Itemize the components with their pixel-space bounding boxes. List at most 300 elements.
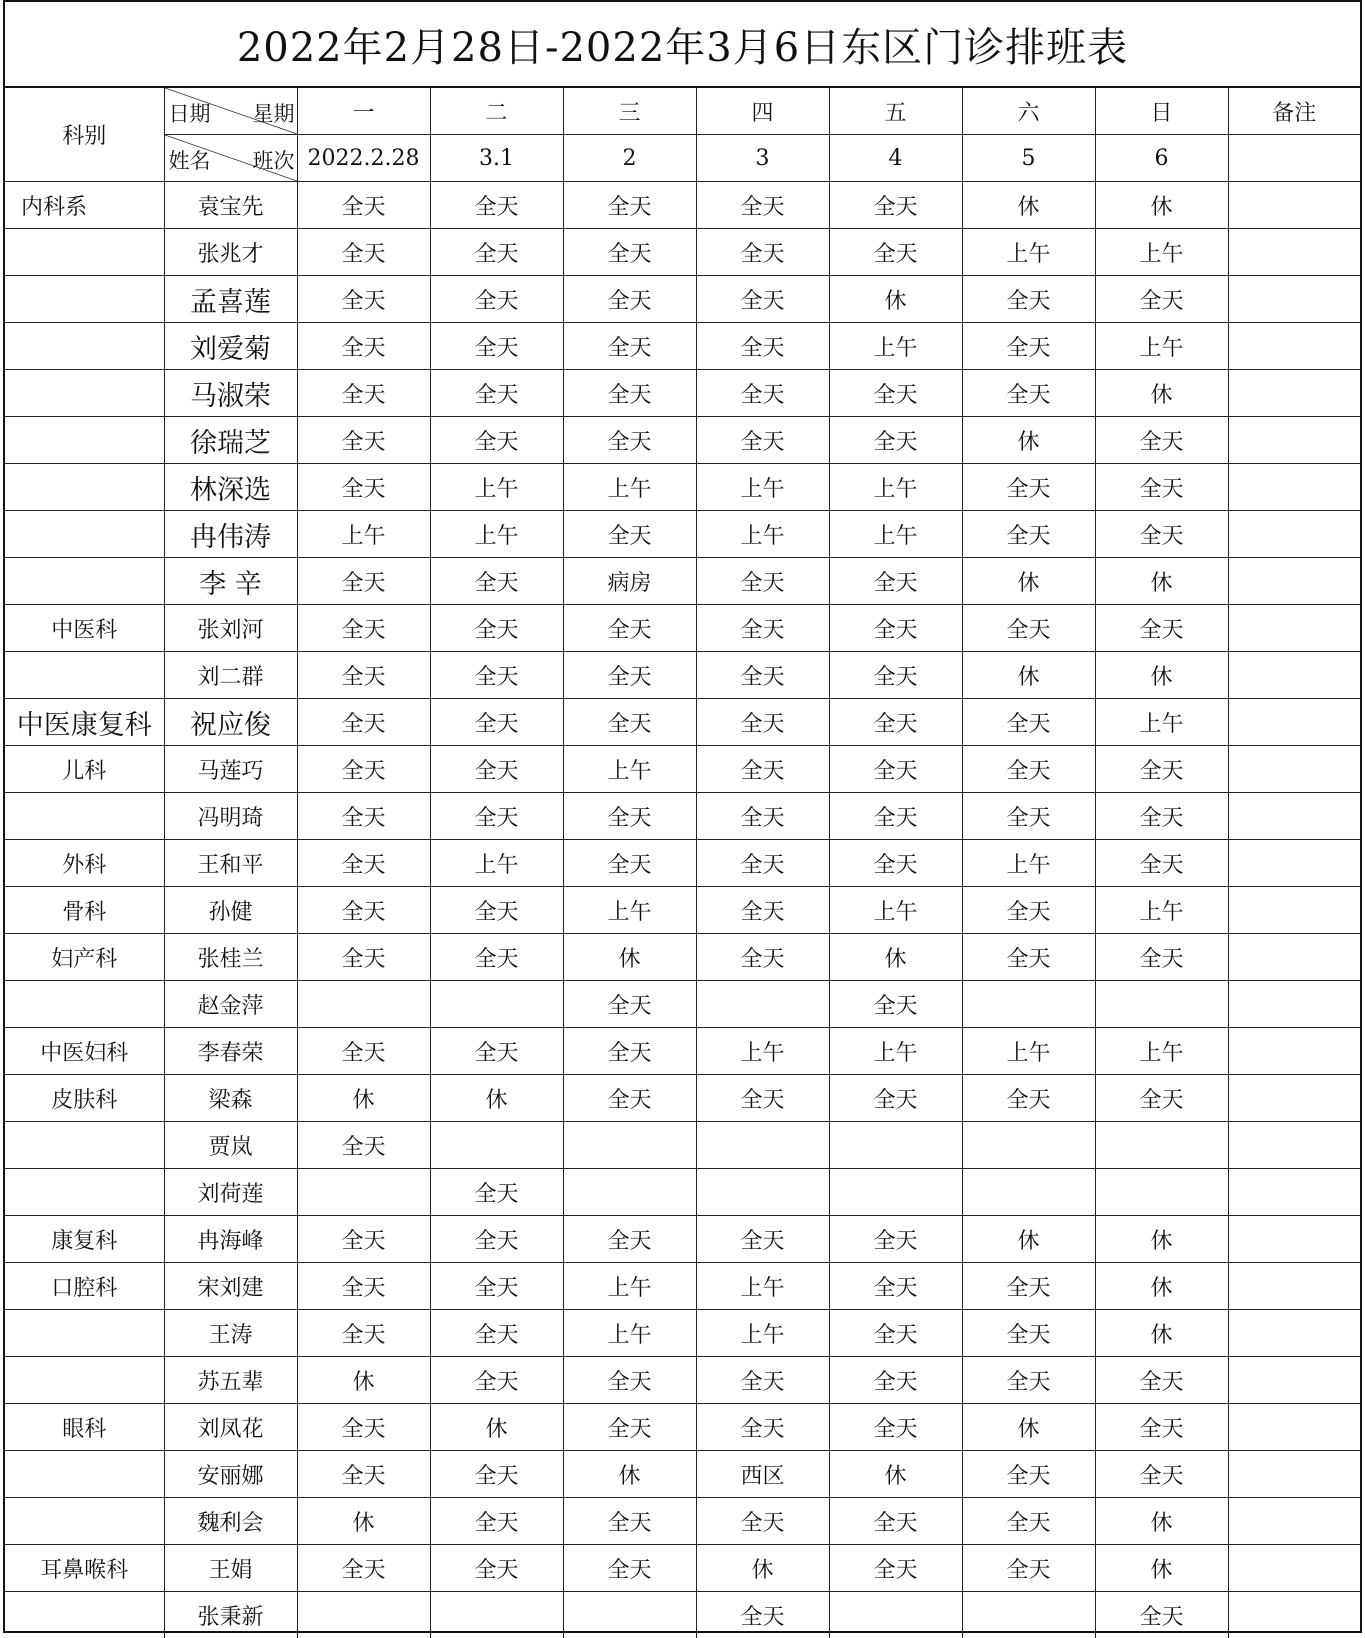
date-header: 6 [1095, 135, 1228, 182]
shift-cell: 全天 [829, 417, 962, 464]
shift-cell: 上午 [696, 1310, 829, 1357]
shift-cell: 上午 [430, 511, 563, 558]
shift-cell: 全天 [829, 840, 962, 887]
shift-cell: 上午 [563, 1310, 696, 1357]
shift-cell [430, 1122, 563, 1169]
date-header: 3 [696, 135, 829, 182]
remarks-cell [1228, 1545, 1360, 1592]
shift-cell: 全天 [430, 793, 563, 840]
shift-cell: 休 [1095, 1545, 1228, 1592]
weekday-header: 二 [430, 88, 563, 135]
remarks-cell [1228, 793, 1360, 840]
doctor-name-cell: 王娟 [164, 1545, 297, 1592]
shift-cell: 全天 [563, 1216, 696, 1263]
remarks-cell [1228, 276, 1360, 323]
dept-cell [5, 1498, 164, 1545]
shift-cell: 休 [962, 182, 1095, 229]
shift-cell: 上午 [297, 511, 430, 558]
table-row [5, 1122, 1360, 1169]
shift-cell: 全天 [430, 1498, 563, 1545]
shift-cell: 休 [1095, 1216, 1228, 1263]
shift-cell: 全天 [1095, 840, 1228, 887]
doctor-name-cell: 袁宝先 [164, 182, 297, 229]
shift-cell: 全天 [829, 229, 962, 276]
shift-cell: 休 [1095, 182, 1228, 229]
remarks-cell [1228, 511, 1360, 558]
table-row [5, 182, 1360, 229]
shift-cell: 全天 [563, 1075, 696, 1122]
shift-cell: 全天 [829, 652, 962, 699]
table-row [5, 887, 1360, 934]
table-row [5, 746, 1360, 793]
dept-cell [5, 1592, 164, 1638]
shift-cell: 全天 [962, 605, 1095, 652]
dept-cell [5, 1122, 164, 1169]
remarks-cell [1228, 652, 1360, 699]
shift-cell: 全天 [297, 793, 430, 840]
shift-cell: 全天 [696, 934, 829, 981]
shift-cell: 全天 [829, 1545, 962, 1592]
shift-cell: 上午 [829, 323, 962, 370]
doctor-name-cell: 王涛 [164, 1310, 297, 1357]
shift-cell: 全天 [962, 1451, 1095, 1498]
remarks-cell [1228, 1122, 1360, 1169]
doctor-name-cell: 梁森 [164, 1075, 297, 1122]
dept-cell [5, 981, 164, 1028]
shift-cell: 休 [297, 1357, 430, 1404]
shift-cell: 全天 [1095, 793, 1228, 840]
shift-cell: 上午 [829, 464, 962, 511]
shift-cell: 全天 [297, 323, 430, 370]
shift-cell: 全天 [297, 464, 430, 511]
shift-cell: 全天 [696, 417, 829, 464]
shift-cell: 上午 [563, 464, 696, 511]
shift-cell [829, 1592, 962, 1638]
shift-cell: 全天 [829, 1263, 962, 1310]
remarks-cell [1228, 464, 1360, 511]
shift-cell: 休 [1095, 652, 1228, 699]
shift-cell: 全天 [1095, 276, 1228, 323]
shift-cell: 全天 [1095, 1404, 1228, 1451]
table-row [5, 1216, 1360, 1263]
shift-cell: 全天 [297, 746, 430, 793]
shift-cell: 上午 [1095, 229, 1228, 276]
doctor-name-cell: 魏利会 [164, 1498, 297, 1545]
doctor-name-cell: 刘荷莲 [164, 1169, 297, 1216]
dept-cell: 中医康复科 [5, 699, 164, 746]
doctor-name-cell: 宋刘建 [164, 1263, 297, 1310]
shift-cell [962, 1592, 1095, 1638]
doctor-name-cell: 林深选 [164, 464, 297, 511]
shift-cell: 全天 [696, 1592, 829, 1638]
dept-cell [5, 276, 164, 323]
shift-cell: 上午 [1095, 699, 1228, 746]
table-row [5, 276, 1360, 323]
shift-cell: 全天 [962, 1310, 1095, 1357]
shift-cell: 全天 [563, 1498, 696, 1545]
shift-cell: 全天 [297, 1028, 430, 1075]
remarks-cell [1228, 1169, 1360, 1216]
doctor-name-cell: 李 辛 [164, 558, 297, 605]
shift-cell: 全天 [563, 793, 696, 840]
remarks-cell [1228, 1028, 1360, 1075]
shift-cell: 全天 [563, 323, 696, 370]
table-row [5, 511, 1360, 558]
table-row [5, 934, 1360, 981]
shift-cell [829, 1122, 962, 1169]
date-header: 3.1 [430, 135, 563, 182]
shift-cell: 上午 [829, 1028, 962, 1075]
shift-cell: 全天 [829, 1216, 962, 1263]
dept-cell [5, 511, 164, 558]
remarks-cell [1228, 1075, 1360, 1122]
shift-cell: 全天 [297, 1310, 430, 1357]
doctor-name-cell: 冉海峰 [164, 1216, 297, 1263]
schedule-table [5, 88, 1360, 1638]
remarks-cell [1228, 1404, 1360, 1451]
dept-cell: 皮肤科 [5, 1075, 164, 1122]
shift-cell: 休 [297, 1498, 430, 1545]
table-row [5, 558, 1360, 605]
shift-cell: 全天 [430, 746, 563, 793]
doctor-name-cell: 安丽娜 [164, 1451, 297, 1498]
shift-cell: 全天 [430, 1357, 563, 1404]
shift-cell: 全天 [430, 558, 563, 605]
dept-cell [5, 464, 164, 511]
shift-cell: 全天 [430, 182, 563, 229]
doctor-name-cell: 徐瑞芝 [164, 417, 297, 464]
shift-cell: 全天 [962, 1075, 1095, 1122]
shift-cell: 休 [563, 934, 696, 981]
shift-cell: 全天 [297, 558, 430, 605]
shift-cell: 全天 [563, 511, 696, 558]
doctor-name-cell: 孙健 [164, 887, 297, 934]
shift-cell: 全天 [430, 417, 563, 464]
shift-cell: 全天 [297, 887, 430, 934]
shift-cell: 上午 [563, 887, 696, 934]
doctor-name-cell: 张桂兰 [164, 934, 297, 981]
shift-cell: 上午 [563, 746, 696, 793]
remarks-cell [1228, 746, 1360, 793]
shift-cell: 全天 [297, 1404, 430, 1451]
doctor-name-cell: 马莲巧 [164, 746, 297, 793]
shift-cell: 全天 [696, 1404, 829, 1451]
shift-cell: 全天 [297, 652, 430, 699]
doctor-name-cell: 刘二群 [164, 652, 297, 699]
shift-cell: 全天 [829, 1357, 962, 1404]
shift-cell: 全天 [696, 276, 829, 323]
remarks-cell [1228, 417, 1360, 464]
shift-cell: 全天 [696, 1498, 829, 1545]
shift-cell: 休 [1095, 1310, 1228, 1357]
shift-cell: 全天 [696, 605, 829, 652]
remarks-cell [1228, 1451, 1360, 1498]
dept-cell: 眼科 [5, 1404, 164, 1451]
weekday-header: 四 [696, 88, 829, 135]
weekday-header: 五 [829, 88, 962, 135]
dept-cell: 耳鼻喉科 [5, 1545, 164, 1592]
shift-cell: 休 [962, 558, 1095, 605]
doctor-name-cell: 李春荣 [164, 1028, 297, 1075]
shift-cell: 全天 [1095, 746, 1228, 793]
shift-cell: 上午 [1095, 887, 1228, 934]
weekday-header: 日 [1095, 88, 1228, 135]
shift-cell [1095, 1122, 1228, 1169]
doctor-name-cell: 王和平 [164, 840, 297, 887]
shift-cell: 全天 [297, 417, 430, 464]
shift-cell: 上午 [696, 1263, 829, 1310]
table-row [5, 1592, 1360, 1638]
shift-cell: 全天 [696, 1357, 829, 1404]
doctor-name-cell: 贾岚 [164, 1122, 297, 1169]
shift-cell: 全天 [430, 1263, 563, 1310]
shift-cell: 全天 [297, 1263, 430, 1310]
shift-cell: 全天 [829, 1310, 962, 1357]
shift-cell: 上午 [696, 464, 829, 511]
dept-cell [5, 417, 164, 464]
dept-cell: 儿科 [5, 746, 164, 793]
shift-cell: 上午 [962, 229, 1095, 276]
shift-cell: 全天 [297, 1216, 430, 1263]
shift-cell: 全天 [563, 1545, 696, 1592]
remarks-cell [1228, 1357, 1360, 1404]
dept-cell [5, 229, 164, 276]
dept-cell: 康复科 [5, 1216, 164, 1263]
shift-cell: 全天 [430, 370, 563, 417]
remarks-cell [1228, 370, 1360, 417]
dept-cell [5, 323, 164, 370]
remarks-cell [1228, 840, 1360, 887]
table-row [5, 323, 1360, 370]
remarks-cell [1228, 135, 1360, 182]
shift-cell [1095, 981, 1228, 1028]
shift-cell: 全天 [430, 934, 563, 981]
date-label: 日期 [169, 98, 211, 128]
table-row [5, 1357, 1360, 1404]
remarks-cell [1228, 934, 1360, 981]
shift-cell: 全天 [430, 1028, 563, 1075]
shift-cell: 全天 [430, 1451, 563, 1498]
dept-cell [5, 558, 164, 605]
weekday-header: 一 [297, 88, 430, 135]
name-shift-corner [164, 135, 297, 182]
date-header: 2 [563, 135, 696, 182]
table-row [5, 1263, 1360, 1310]
shift-cell: 全天 [962, 464, 1095, 511]
shift-cell: 全天 [696, 652, 829, 699]
doctor-name-cell: 张刘河 [164, 605, 297, 652]
shift-cell: 全天 [696, 840, 829, 887]
table-row [5, 1451, 1360, 1498]
shift-cell [297, 1169, 430, 1216]
shift-cell: 全天 [829, 1075, 962, 1122]
remarks-cell [1228, 699, 1360, 746]
shift-cell: 全天 [962, 1357, 1095, 1404]
date-weekday-corner [164, 88, 297, 135]
remarks-cell [1228, 1592, 1360, 1638]
dept-cell: 内科系 [5, 182, 164, 229]
shift-cell: 全天 [563, 652, 696, 699]
shift-cell: 全天 [696, 323, 829, 370]
dept-cell: 骨科 [5, 887, 164, 934]
shift-cell: 全天 [962, 746, 1095, 793]
shift-cell: 休 [430, 1404, 563, 1451]
shift-cell: 全天 [1095, 1357, 1228, 1404]
shift-cell: 全天 [962, 934, 1095, 981]
shift-cell: 休 [962, 417, 1095, 464]
remarks-cell [1228, 1310, 1360, 1357]
shift-cell: 全天 [563, 370, 696, 417]
dept-cell [5, 1451, 164, 1498]
shift-cell: 全天 [829, 558, 962, 605]
shift-cell: 全天 [430, 1169, 563, 1216]
shift-cell: 上午 [696, 511, 829, 558]
shift-cell: 休 [962, 1404, 1095, 1451]
shift-cell: 全天 [829, 182, 962, 229]
doctor-name-cell: 马淑荣 [164, 370, 297, 417]
shift-cell: 全天 [696, 229, 829, 276]
shift-cell: 全天 [563, 1357, 696, 1404]
table-row [5, 1498, 1360, 1545]
schedule-sheet [3, 0, 1362, 1633]
shift-cell: 全天 [829, 1498, 962, 1545]
shift-cell [430, 981, 563, 1028]
dept-cell [5, 370, 164, 417]
shift-cell: 全天 [430, 605, 563, 652]
shift-cell [563, 1122, 696, 1169]
shift-cell [430, 1592, 563, 1638]
shift-cell: 全天 [962, 699, 1095, 746]
dept-cell: 外科 [5, 840, 164, 887]
shift-cell [829, 1169, 962, 1216]
dept-cell: 中医妇科 [5, 1028, 164, 1075]
doctor-name-cell: 张秉新 [164, 1592, 297, 1638]
shift-cell: 全天 [829, 605, 962, 652]
table-row [5, 229, 1360, 276]
shift-cell [297, 981, 430, 1028]
shift-cell: 全天 [696, 699, 829, 746]
shift-cell: 全天 [962, 370, 1095, 417]
table-row [5, 605, 1360, 652]
doctor-name-cell: 冯明琦 [164, 793, 297, 840]
remarks-cell [1228, 1263, 1360, 1310]
doctor-name-cell: 苏五辈 [164, 1357, 297, 1404]
shift-cell: 全天 [696, 182, 829, 229]
shift-cell: 上午 [1095, 323, 1228, 370]
dept-cell: 中医科 [5, 605, 164, 652]
shift-cell [696, 981, 829, 1028]
doctor-name-cell: 赵金萍 [164, 981, 297, 1028]
date-header: 5 [962, 135, 1095, 182]
doctor-name-cell: 孟喜莲 [164, 276, 297, 323]
remarks-cell [1228, 323, 1360, 370]
table-row [5, 652, 1360, 699]
shift-cell: 全天 [563, 981, 696, 1028]
shift-cell: 全天 [297, 699, 430, 746]
shift-cell: 上午 [829, 887, 962, 934]
shift-cell: 全天 [563, 182, 696, 229]
table-row [5, 370, 1360, 417]
remarks-header: 备注 [1228, 88, 1360, 135]
shift-cell [1095, 1169, 1228, 1216]
date-header: 4 [829, 135, 962, 182]
shift-cell: 休 [1095, 1498, 1228, 1545]
shift-cell: 上午 [563, 1263, 696, 1310]
shift-cell: 全天 [563, 276, 696, 323]
shift-cell [962, 1122, 1095, 1169]
shift-cell: 全天 [297, 182, 430, 229]
shift-cell: 全天 [1095, 464, 1228, 511]
shift-cell: 全天 [829, 699, 962, 746]
header-row-date [5, 135, 1360, 182]
shift-cell: 西区 [696, 1451, 829, 1498]
table-row [5, 1028, 1360, 1075]
doctor-name-cell: 祝应俊 [164, 699, 297, 746]
doctor-name-cell: 张兆才 [164, 229, 297, 276]
shift-cell: 全天 [962, 276, 1095, 323]
shift-cell: 全天 [962, 511, 1095, 558]
shift-cell: 上午 [962, 840, 1095, 887]
shift-cell: 全天 [297, 934, 430, 981]
dept-cell [5, 1357, 164, 1404]
shift-cell: 全天 [297, 370, 430, 417]
dept-cell [5, 1169, 164, 1216]
shift-cell: 全天 [962, 1263, 1095, 1310]
shift-cell: 全天 [297, 276, 430, 323]
shift-cell: 全天 [696, 887, 829, 934]
remarks-cell [1228, 605, 1360, 652]
dept-cell: 妇产科 [5, 934, 164, 981]
shift-cell: 全天 [829, 370, 962, 417]
shift-cell: 休 [430, 1075, 563, 1122]
shift-cell: 全天 [1095, 605, 1228, 652]
table-row [5, 1545, 1360, 1592]
shift-cell: 全天 [430, 699, 563, 746]
table-row [5, 840, 1360, 887]
shift-cell: 全天 [696, 370, 829, 417]
shift-cell: 全天 [563, 417, 696, 464]
dept-cell [5, 793, 164, 840]
remarks-cell [1228, 981, 1360, 1028]
shift-cell [696, 1122, 829, 1169]
shift-cell: 休 [962, 652, 1095, 699]
shift-cell: 全天 [696, 1075, 829, 1122]
shift-cell: 全天 [563, 840, 696, 887]
shift-cell: 全天 [430, 652, 563, 699]
remarks-cell [1228, 887, 1360, 934]
shift-cell: 全天 [430, 323, 563, 370]
shift-cell: 全天 [1095, 1075, 1228, 1122]
shift-cell: 全天 [1095, 934, 1228, 981]
shift-cell: 全天 [1095, 1592, 1228, 1638]
table-row [5, 793, 1360, 840]
shift-cell: 上午 [962, 1028, 1095, 1075]
shift-cell: 全天 [696, 1216, 829, 1263]
shift-cell: 休 [1095, 370, 1228, 417]
dept-column-header: 科别 [5, 88, 164, 182]
shift-cell [563, 1169, 696, 1216]
shift-cell: 休 [563, 1451, 696, 1498]
shift-cell: 全天 [297, 229, 430, 276]
shift-cell: 休 [962, 1216, 1095, 1263]
shift-cell: 上午 [430, 840, 563, 887]
shift-cell: 全天 [430, 887, 563, 934]
shift-cell: 全天 [563, 229, 696, 276]
table-row [5, 1169, 1360, 1216]
shift-cell: 全天 [696, 793, 829, 840]
shift-cell: 全天 [563, 1028, 696, 1075]
shift-cell [563, 1592, 696, 1638]
